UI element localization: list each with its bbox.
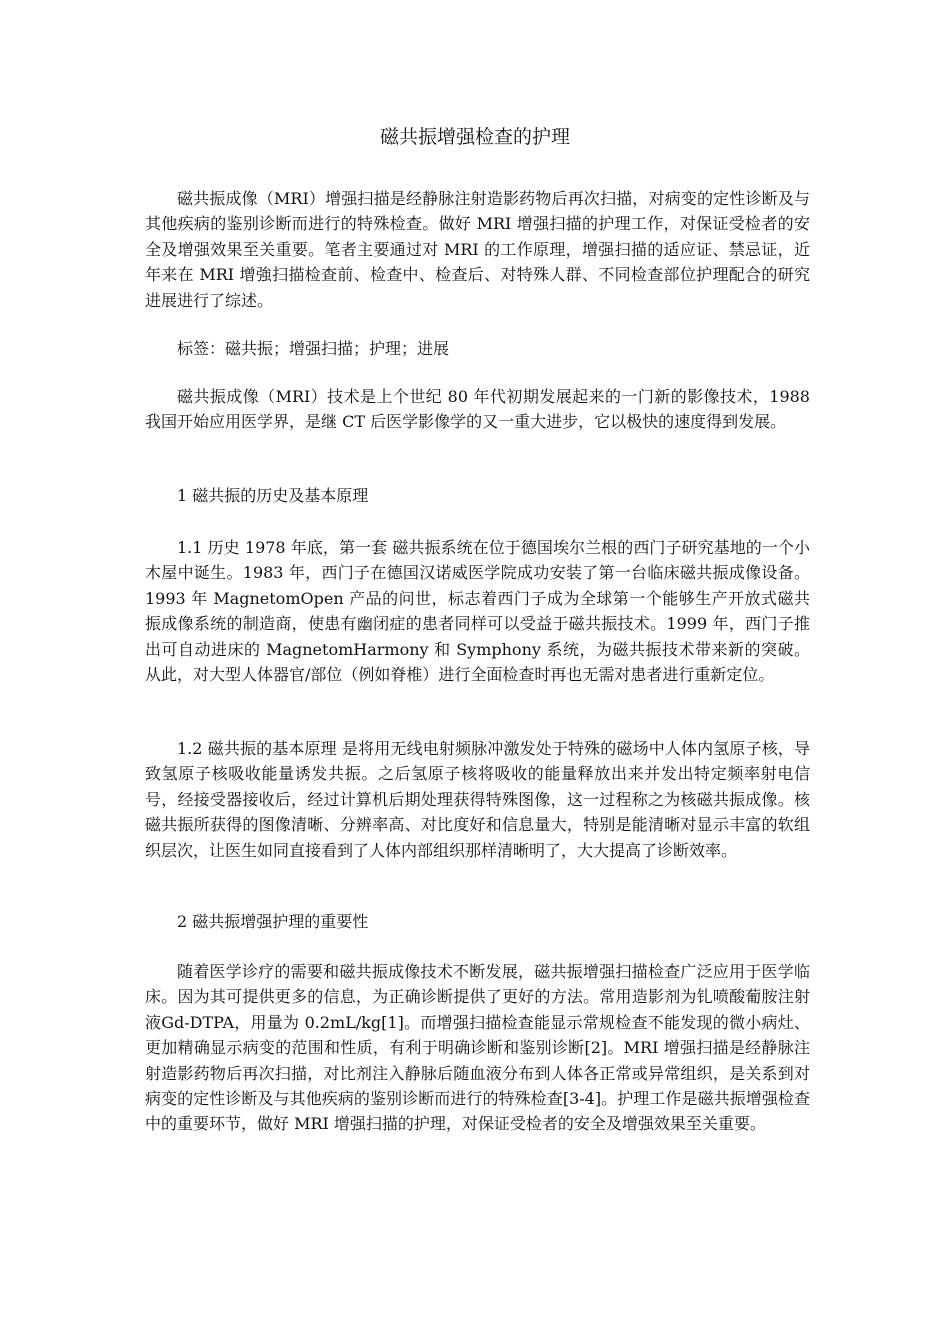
section-1-heading: 1 磁共振的历史及基本原理 bbox=[177, 486, 369, 505]
document-title: 磁共振增强检查的护理 bbox=[379, 126, 570, 148]
section-2-paragraph: 随着医学诊疗的需要和磁共振成像技术不断发展，磁共振增强扫描检查广泛应用于医学临床。因为其可提供更多的信息，为正确诊断提供了更好的方法。常用造影剂为钆喷酸葡胺注射液Gd-DTPA，用量为 0.2mL/kg[1]。而增强扫描检查能显示常规检查不能发现的微小病灶、更加精确显示病变的范围和性质，有利于明确诊断和鉴别诊断[2]。MRI 增强扫描是经静脉注射造影药物后再次扫描，对比剂注入静脉后随血液分布到人体各正常或异常组织，是关系到对病变的定性诊断及与其他疾病的鉴别诊断而进行的特殊检查[3-4]。护理工作是磁共振增强检查中的重要环节，做好 MRI 增强扫描的护理，对保证受检者的安全及增强效果至关重要。 bbox=[145, 962, 810, 1134]
keywords-line: 标签：磁共振；增强扫描；护理；进展 bbox=[177, 339, 450, 358]
section-1-1-paragraph: 1.1 历史 1978 年底，第一套 磁共振系统在位于德国埃尔兰根的西门子研究基地的一个小木屋中诞生。1983 年，西门子在德国汉诺威医学院成功安装了第一台临床磁共振成像设备。1993 年 MagnetomOpen 产品的问世，标志着西门子成为全球第一个能够生产开放式磁共振成像系统的制造商，使患有幽闭症的患者同样可以受益于磁共振技术。1999 年，西门子推出可自动进床的 MagnetomHarmony 和 Symphony 系统，为磁共振技术带来新的突破。从此，对大型人体器官/部位（例如脊椎）进行全面检查时再也无需对患者进行重新定位。 bbox=[145, 538, 810, 685]
section-1-2-paragraph: 1.2 磁共振的基本原理 是将用无线电射频脉冲激发处于特殊的磁场中人体内氢原子核，导致氢原子核吸收能量诱发共振。之后氢原子核将吸收的能量释放出来并发出特定频率射电信号，经接受器接收后，经过计算机后期处理获得特殊图像，这一过程称之为核磁共振成像。核磁共振所获得的图像清晰、分辨率高、对比度好和信息量大，特别是能清晰对显示丰富的软组织层次，让医生如同直接看到了人体内部组织那样清晰明了，大大提高了诊断效率。 bbox=[145, 739, 810, 860]
abstract-paragraph: 磁共振成像（MRI）增强扫描是经静脉注射造影药物后再次扫描，对病变的定性诊断及与其他疾病的鉴别诊断而进行的特殊检查。做好 MRI 增强扫描的护理工作，对保证受检者的安全及增强效果至关重要。笔者主要通过对 MRI 的工作原理，增强扫描的适应证、禁忌证，近年来在 MRI 增強扫描检查前、检查中、检查后、对特殊人群、不同检查部位护理配合的研究进展进行了综述。 bbox=[145, 189, 810, 310]
intro-paragraph: 磁共振成像（MRI）技术是上个世纪 80 年代初期发展起来的一门新的影像技术，1988 我国开始应用医学界，是继 CT 后医学影像学的又一重大进步，它以极快的速度得到发展。 bbox=[145, 387, 810, 432]
section-2-heading: 2 磁共振增强护理的重要性 bbox=[177, 912, 369, 931]
